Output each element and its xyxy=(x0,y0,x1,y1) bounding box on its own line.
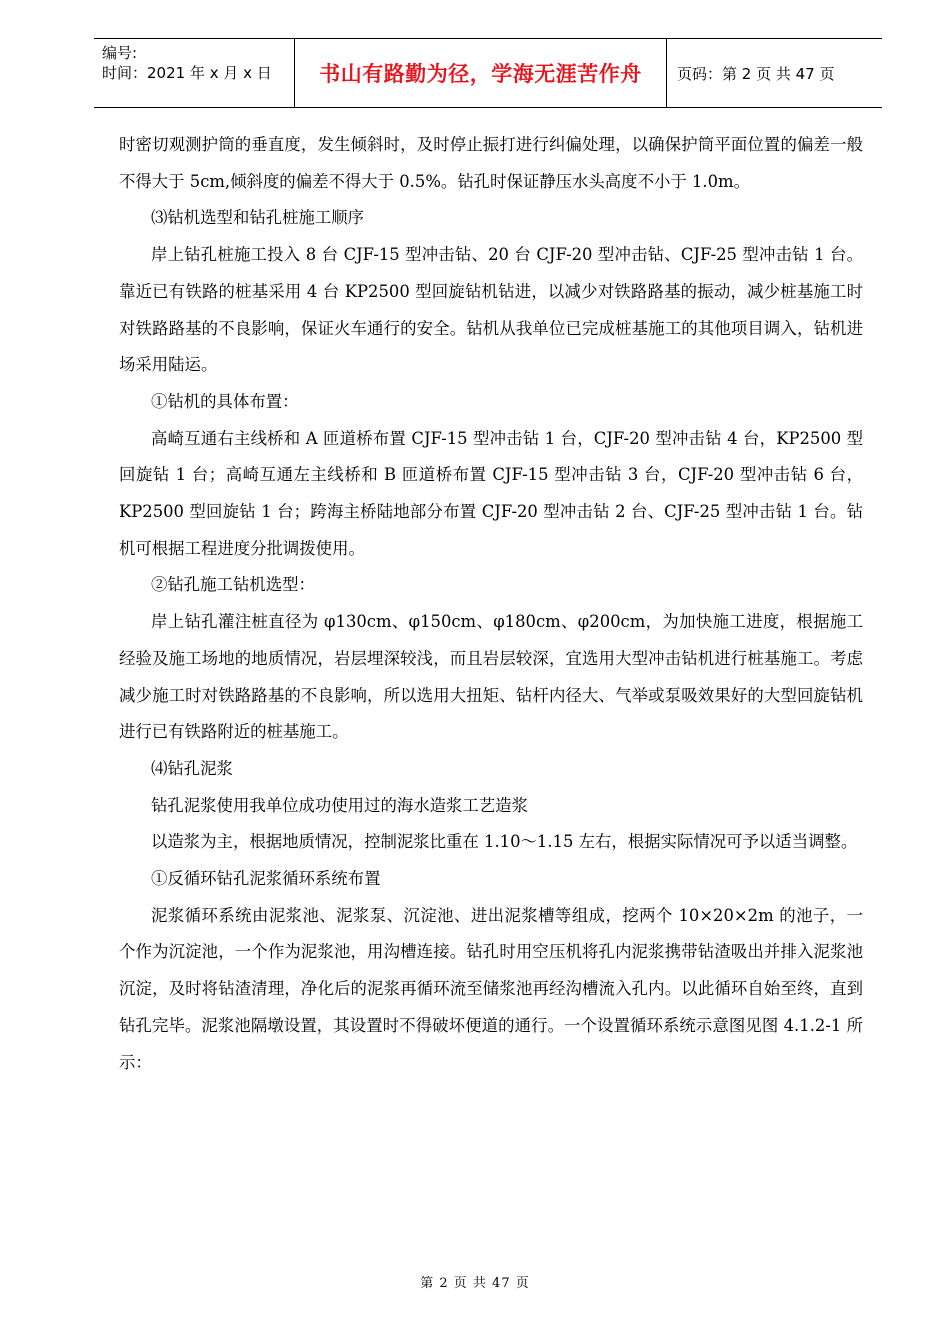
page-footer: 第 2 页 共 47 页 xyxy=(420,1276,530,1291)
section-heading-4: ⑷钻孔泥浆 xyxy=(151,758,233,778)
paragraph-drill-deployment: 岸上钻孔桩施工投入 8 台 CJF-15 型冲击钻、20 台 CJF-20 型冲击钻、CJF-25 型冲击钻 1 台。靠近已有铁路的桩基采用 4 台 KP2500 型回旋钻机钻进，以减少对铁路路基的振动，减少桩基施工时对铁路路基的不良影响，保证火车通行的安全。钻机从我单位已完成桩基施工的其他项目调入，钻机进场采用陆运。 xyxy=(119,245,863,375)
subheading-drill-layout: ①钻机的具体布置： xyxy=(151,391,299,411)
paragraph-continuation: 时密切观测护筒的垂直度，发生倾斜时，及时停止振打进行纠偏处理，以确保护筒平面位置的偏差一般不得大于 5cm,倾斜度的偏差不得大于 0.5%。钻孔时保证静压水头高度不小于 1.0m。 xyxy=(119,135,863,191)
page-header xyxy=(94,38,882,108)
header-page-info: 页码：第 2 页 共 47 页 xyxy=(677,64,835,83)
header-meta-cell xyxy=(94,39,295,107)
document-body xyxy=(119,127,863,1081)
paragraph-circulation-system: 泥浆循环系统由泥浆池、泥浆泵、沉淀池、进出泥浆槽等组成，挖两个 10×20×2m 的池子，一个作为沉淀池，一个作为泥浆池，用沟槽连接。钻孔时用空压机将孔内泥浆携带钻渣吸出并排入泥浆池沉淀，及时将钻渣清理，净化后的泥浆再循环流至储浆池再经沟槽流入孔内。以此循环自始至终，直到钻孔完毕。泥浆池隔墩设置，其设置时不得破坏便道的通行。一个设置循环系统示意图见图 4.1.2-1 所示： xyxy=(119,905,863,1072)
paragraph-mud-density: 以造浆为主，根据地质情况，控制泥浆比重在 1.10～1.15 左右，根据实际情况可予以适当调整。 xyxy=(151,832,858,852)
paragraph-drill-layout: 高崎互通右主线桥和 A 匝道桥布置 CJF-15 型冲击钻 1 台，CJF-20 型冲击钻 4 台，KP2500 型回旋钻 1 台；高崎互通左主线桥和 B 匝道桥布置 CJF-15 型冲击钻 3 台，CJF-20 型冲击钻 6 台，KP2500 型回旋钻 1 台；跨海主桥陆地部分布置 CJF-20 型冲击钻 2 台、CJF-25 型冲击钻 1 台。钻机可根据工程进度分批调拨使用。 xyxy=(119,428,863,558)
subheading-circulation-system: ①反循环钻孔泥浆循环系统布置 xyxy=(151,869,381,889)
section-heading-3: ⑶钻机选型和钻孔桩施工顺序 xyxy=(151,208,365,228)
header-motto: 书山有路勤为径，学海无涯苦作舟 xyxy=(295,39,667,107)
subheading-drill-selection: ②钻孔施工钻机选型： xyxy=(151,575,315,595)
paragraph-mud-method: 钻孔泥浆使用我单位成功使用过的海水造浆工艺造浆 xyxy=(151,795,528,815)
paragraph-drill-selection: 岸上钻孔灌注桩直径为 φ130cm、φ150cm、φ180cm、φ200cm，为加快施工进度，根据施工经验及施工场地的地质情况，岩层埋深较浅，而且岩层较深，宜选用大型冲击钻机进行桩基施工。考虑减少施工时对铁路路基的不良影响，所以选用大扭矩、钻杆内径大、气举或泵吸效果好的大型回旋钻机进行已有铁路附近的桩基施工。 xyxy=(119,612,863,742)
header-time-label: 时间：2021 年 x 月 x 日 xyxy=(102,64,272,82)
header-code-label: 编号: xyxy=(102,44,138,62)
